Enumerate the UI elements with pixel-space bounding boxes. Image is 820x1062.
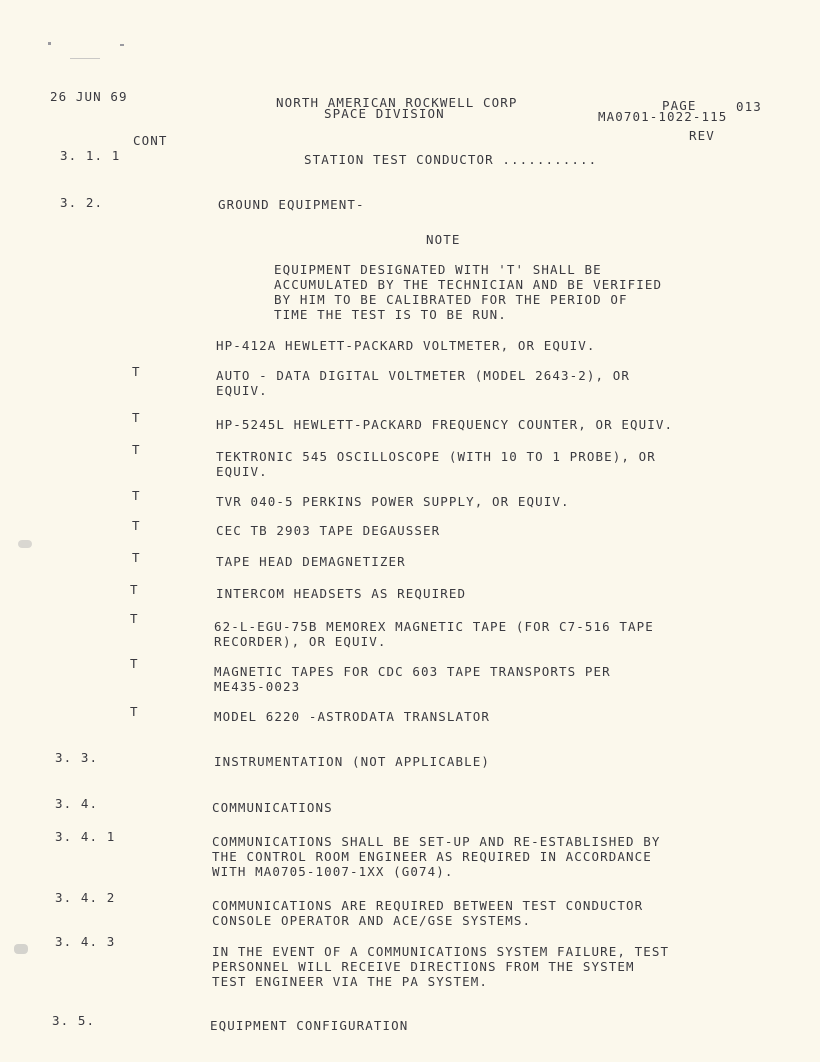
equipment-mark: T [130, 704, 139, 719]
equipment-line: MAGNETIC TAPES FOR CDC 603 TAPE TRANSPORTS PER [214, 664, 611, 679]
equipment-line: AUTO - DATA DIGITAL VOLTMETER (MODEL 2643-2), OR [216, 368, 631, 383]
section-number: 3. 5. [52, 1013, 96, 1028]
section-number: 3. 1. 1 [60, 148, 121, 163]
body-line: TEST ENGINEER VIA THE PA SYSTEM. [212, 974, 489, 989]
section-title: GROUND EQUIPMENT- [218, 197, 365, 212]
equipment-item: INTERCOM HEADSETS AS REQUIRED [216, 586, 467, 601]
section-number: 3. 2. [60, 195, 104, 210]
equipment-mark: T [130, 582, 139, 597]
scan-speck [14, 944, 28, 954]
note-line: ACCUMULATED BY THE TECHNICIAN AND BE VERIFIED [274, 277, 663, 292]
body-line: IN THE EVENT OF A COMMUNICATIONS SYSTEM FAILURE, TEST [212, 944, 670, 959]
equipment-mark: T [130, 611, 139, 626]
equipment-item [216, 368, 630, 398]
scan-speck [70, 58, 100, 59]
equipment-line: TEKTRONIC 545 OSCILLOSCOPE (WITH 10 TO 1 PROBE), OR [216, 449, 656, 464]
body-line: WITH MA0705-1007-1XX (G074). [212, 864, 454, 879]
header-division: SPACE DIVISION [324, 106, 445, 121]
equipment-item: CEC TB 2903 TAPE DEGAUSSER [216, 523, 441, 538]
equipment-item [216, 449, 656, 479]
note-body [274, 262, 662, 322]
section-number: 3. 4. [55, 796, 99, 811]
scan-speck [48, 42, 51, 45]
equipment-mark: T [132, 442, 141, 457]
equipment-mark: T [132, 410, 141, 425]
equipment-line: EQUIV. [216, 464, 268, 479]
header-cont: CONT [133, 133, 168, 148]
body-line: COMMUNICATIONS ARE REQUIRED BETWEEN TEST CONDUCTOR [212, 898, 644, 913]
equipment-line: ME435-0023 [214, 679, 301, 694]
body-line: COMMUNICATIONS SHALL BE SET-UP AND RE-ESTABLISHED BY [212, 834, 661, 849]
section-text: EQUIPMENT CONFIGURATION [210, 1018, 409, 1033]
section-body [212, 944, 669, 989]
note-line: TIME THE TEST IS TO BE RUN. [274, 307, 507, 322]
section-text: INSTRUMENTATION (NOT APPLICABLE) [214, 754, 491, 769]
scan-speck [120, 44, 124, 46]
section-number: 3. 4. 2 [55, 890, 116, 905]
header-page-number: 013 [736, 99, 762, 114]
section-number: 3. 3. [55, 750, 99, 765]
equipment-item: TVR 040-5 PERKINS POWER SUPPLY, OR EQUIV. [216, 494, 570, 509]
section-text: STATION TEST CONDUCTOR ........... [304, 152, 598, 167]
header-doc-number: MA0701-1022-115 [598, 109, 728, 124]
section-text: COMMUNICATIONS [212, 800, 333, 815]
body-line: CONSOLE OPERATOR AND ACE/GSE SYSTEMS. [212, 913, 532, 928]
equipment-mark: T [130, 656, 139, 671]
scan-speck [18, 540, 32, 548]
equipment-line: RECORDER), OR EQUIV. [214, 634, 387, 649]
equipment-item [214, 619, 654, 649]
equipment-mark: T [132, 550, 141, 565]
body-line: THE CONTROL ROOM ENGINEER AS REQUIRED IN ACCORDANCE [212, 849, 652, 864]
equipment-item: HP-5245L HEWLETT-PACKARD FREQUENCY COUNTER, OR EQUIV. [216, 417, 674, 432]
equipment-line: EQUIV. [216, 383, 268, 398]
equipment-mark: T [132, 518, 141, 533]
section-number: 3. 4. 1 [55, 829, 116, 844]
equipment-item: HP-412A HEWLETT-PACKARD VOLTMETER, OR EQUIV. [216, 338, 596, 353]
section-body [212, 898, 643, 928]
note-title: NOTE [426, 232, 461, 247]
section-number: 3. 4. 3 [55, 934, 116, 949]
equipment-item [214, 664, 611, 694]
equipment-line: 62-L-EGU-75B MEMOREX MAGNETIC TAPE (FOR C7-516 TAPE [214, 619, 654, 634]
note-line: EQUIPMENT DESIGNATED WITH 'T' SHALL BE [274, 262, 602, 277]
header-page-label: PAGE [662, 98, 697, 113]
equipment-mark: T [132, 488, 141, 503]
equipment-item: MODEL 6220 -ASTRODATA TRANSLATOR [214, 709, 491, 724]
body-line: PERSONNEL WILL RECEIVE DIRECTIONS FROM THE SYSTEM [212, 959, 635, 974]
note-line: BY HIM TO BE CALIBRATED FOR THE PERIOD OF [274, 292, 628, 307]
section-body [212, 834, 661, 879]
equipment-mark: T [132, 364, 141, 379]
header-company: NORTH AMERICAN ROCKWELL CORP [276, 95, 518, 110]
header-date: 26 JUN 69 [50, 89, 128, 104]
equipment-item: TAPE HEAD DEMAGNETIZER [216, 554, 406, 569]
header-rev: REV [689, 128, 715, 143]
